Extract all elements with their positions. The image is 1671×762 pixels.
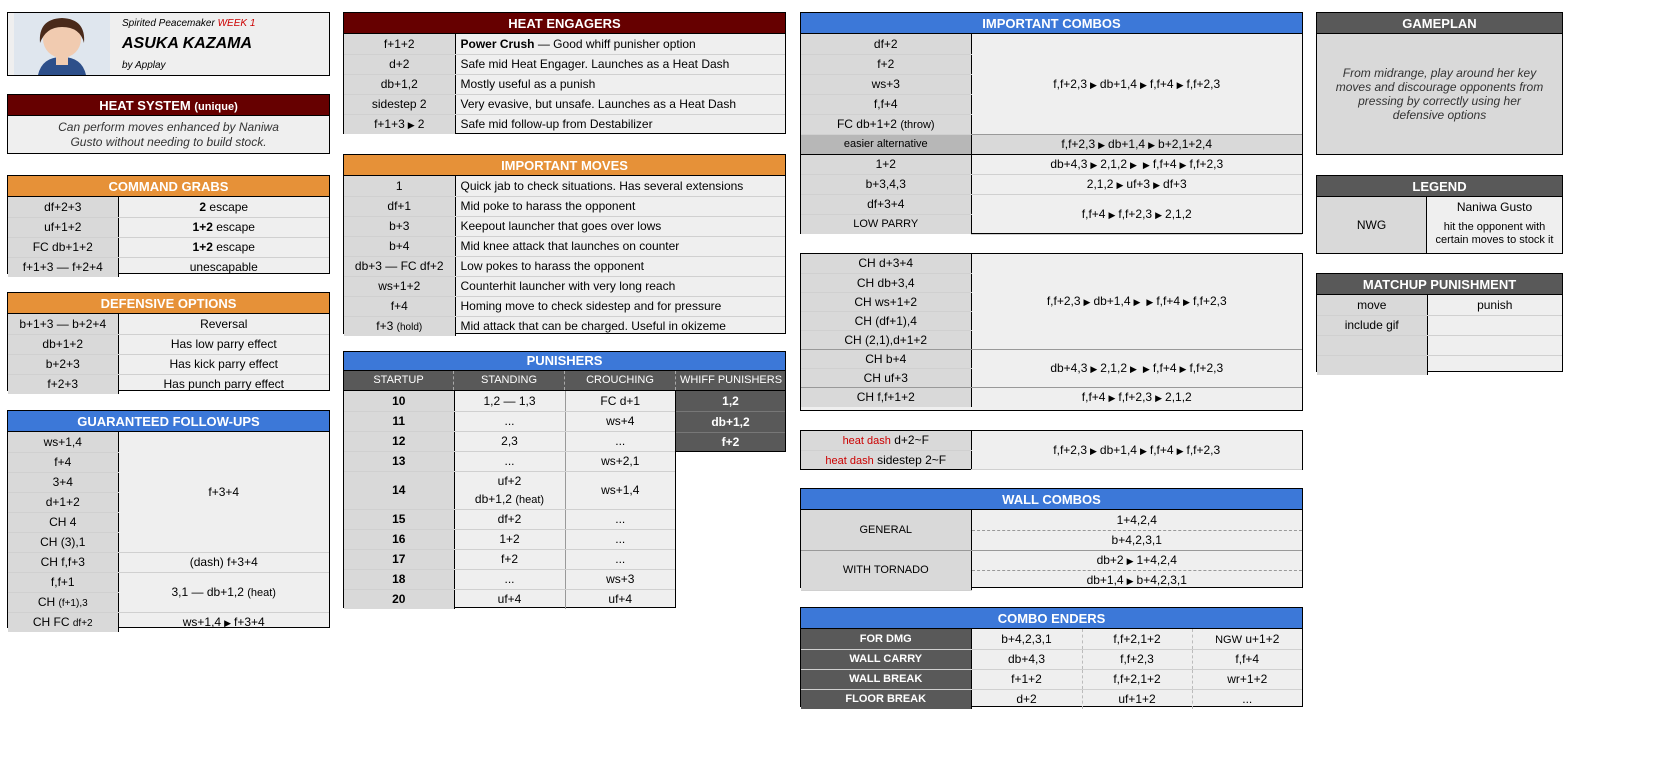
arrow-right-icon: ▶	[1153, 180, 1161, 190]
frame-startup: 13	[344, 451, 454, 471]
table-row	[344, 431, 675, 451]
ender-category: WALL BREAK	[801, 669, 971, 689]
week-badge: WEEK 1	[217, 18, 256, 29]
matchup-punish	[1427, 335, 1562, 355]
grab-escape: 1+2 escape	[118, 237, 329, 257]
ender-option: f,f+2,1+2	[1082, 669, 1192, 689]
arrow-right-icon: ▶	[224, 618, 232, 629]
heat-system-header	[8, 95, 329, 116]
table-row	[8, 432, 329, 452]
heat-system-text: Can perform moves enhanced by Naniwa Gusto without needing to build stock.	[58, 120, 279, 149]
combo-launcher: heat dash sidestep 2~F	[801, 450, 971, 469]
followup-move: f+4	[8, 452, 118, 472]
table-row	[8, 314, 329, 334]
frame-startup: 12	[344, 431, 454, 451]
whiff-punisher: 1,2	[676, 391, 785, 412]
table-row	[344, 94, 785, 114]
followup-move: CH (f+1),3	[8, 592, 118, 612]
heat-engagers-header: HEAT ENGAGERS	[344, 13, 785, 34]
move-desc: Homing move to check sidestep and for pressure	[455, 296, 785, 316]
table-row	[801, 387, 1302, 407]
arrow-right-icon: ▶	[1183, 297, 1190, 308]
arrow-right-icon: ▶	[1090, 445, 1097, 456]
crouching-punish: ...	[565, 431, 675, 451]
table-row	[801, 194, 1302, 214]
col-crouching: CROUCHING	[565, 371, 676, 390]
table-row	[801, 550, 1302, 570]
move-desc: Mid attack that can be charged. Useful in okizeme	[460, 319, 726, 334]
move-input: 1	[344, 176, 455, 196]
matchup-col-move: move	[1317, 295, 1427, 315]
table-row	[344, 74, 785, 94]
wall-combos-header: WALL COMBOS	[801, 489, 1302, 510]
character-portrait	[14, 13, 110, 75]
followup-result: ws+1,4 ▶ f+3+4	[182, 615, 265, 630]
character-header	[7, 12, 330, 76]
crouching-punish: ws+1,4	[565, 471, 675, 509]
arrow-right-icon: ▶	[1155, 210, 1163, 220]
important-combos-table	[801, 34, 1302, 235]
engager-desc: Safe mid Heat Engager. Launches as a Heat Dash	[455, 54, 785, 74]
standing-punish: 1,2 — 1,3	[454, 391, 565, 411]
table-row	[8, 197, 329, 217]
wall-combos-panel	[800, 488, 1303, 588]
table-row	[8, 572, 329, 592]
table-row	[8, 552, 329, 572]
defense-effect: Reversal	[118, 314, 329, 334]
whiff-punishers-body	[675, 391, 786, 452]
heat-dash-table	[801, 431, 1302, 470]
move-input: ws+1+2	[344, 276, 455, 296]
followup-move: ws+1,4	[8, 432, 118, 452]
heat-dash-combos-panel	[800, 430, 1303, 470]
legend-panel	[1316, 175, 1563, 254]
standing-punish: uf+4	[454, 589, 565, 609]
combo-enders-table	[801, 629, 1302, 709]
table-row	[801, 154, 1302, 174]
table-row	[801, 510, 1302, 530]
followup-move: d+1+2	[8, 492, 118, 512]
table-row	[344, 236, 785, 256]
arrow-right-icon: ▶	[1130, 160, 1137, 170]
engager-desc: Very evasive, but unsafe. Launches as a Heat Dash	[455, 94, 785, 114]
standing-punish: 2,3	[454, 431, 565, 451]
arrow-right-icon: ▶	[1148, 140, 1156, 150]
whiff-punisher: db+1,2	[676, 412, 785, 433]
ender-option: f,f+2,1+2	[1082, 629, 1192, 649]
punishers-col-headers	[343, 371, 786, 391]
table-row	[1317, 315, 1562, 335]
standing-punish: ...	[454, 569, 565, 589]
author-credit: by Applay	[122, 60, 166, 71]
followup-move: 3+4	[8, 472, 118, 492]
table-row	[344, 216, 785, 236]
table-row	[1317, 355, 1562, 375]
matchup-punishment-panel	[1316, 273, 1563, 372]
standing-punish: uf+2 db+1,2 (heat)	[454, 471, 565, 509]
arrow-right-icon: ▶	[1139, 79, 1147, 90]
arrow-right-icon: ▶	[1142, 364, 1150, 374]
arrow-right-icon: ▶	[1133, 297, 1141, 308]
ender-option: f,f+2,3	[1082, 649, 1192, 669]
table-row	[801, 689, 1302, 709]
table-row	[344, 196, 785, 216]
table-row	[344, 176, 785, 196]
guaranteed-followups-panel	[7, 410, 330, 628]
arrow-right-icon: ▶	[1090, 160, 1098, 170]
arrow-right-icon: ▶	[1176, 79, 1184, 90]
punishers-panel	[343, 351, 786, 608]
followup-move: CH (3),1	[8, 532, 118, 552]
series-name: Spirited Peacemaker	[122, 18, 215, 29]
matchup-move: include gif	[1317, 315, 1427, 335]
table-row	[8, 374, 329, 394]
table-row	[8, 217, 329, 237]
grab-escape: 1+2 escape	[118, 217, 329, 237]
ender-option: uf+1+2	[1082, 689, 1192, 709]
standing-punish: ...	[454, 451, 565, 471]
ender-option: d+2	[971, 689, 1082, 709]
combo-route: db+4,3 ▶ 2,1,2 ▶ ▶ f,f+4 ▶ f,f+2,3	[971, 154, 1302, 174]
move-input: f+4	[344, 296, 455, 316]
character-name: ASUKA KAZAMA	[122, 35, 253, 52]
frame-startup: 10	[344, 391, 454, 411]
ch-combos-panel	[800, 253, 1303, 411]
matchup-col-punish: punish	[1427, 295, 1562, 315]
combo-launcher: 1+2	[801, 154, 971, 174]
defense-move: db+1+2	[8, 334, 118, 354]
table-row	[8, 612, 329, 632]
important-moves-header: IMPORTANT MOVES	[344, 155, 785, 176]
table-row	[1317, 335, 1562, 355]
followup-move: f,f+1	[8, 572, 118, 592]
combo-launcher: f+2	[801, 54, 971, 74]
punishers-table	[344, 391, 675, 609]
arrow-right-icon: ▶	[1090, 364, 1098, 374]
command-grabs-table	[8, 197, 329, 277]
arrow-right-icon: ▶	[1139, 445, 1147, 456]
table-row	[801, 649, 1302, 669]
matchup-punish	[1427, 355, 1562, 375]
frame-startup: 17	[344, 549, 454, 569]
table-row	[344, 471, 675, 509]
standing-punish: 1+2	[454, 529, 565, 549]
combo-enders-header: COMBO ENDERS	[801, 608, 1302, 629]
move-desc: Mid knee attack that launches on counter	[455, 236, 785, 256]
table-row	[344, 509, 675, 529]
matchup-table	[1317, 295, 1562, 375]
table-row	[801, 431, 1302, 450]
table-row	[8, 237, 329, 257]
move-desc: Mid poke to harass the opponent	[455, 196, 785, 216]
arrow-right-icon: ▶	[1108, 210, 1116, 220]
combo-launcher: b+3,4,3	[801, 174, 971, 194]
grab-escape: 2 escape	[118, 197, 329, 217]
command-grabs-header: COMMAND GRABS	[8, 176, 329, 197]
punishers-body	[343, 391, 676, 608]
defensive-options-table	[8, 314, 329, 394]
followup-result: f+3+4	[118, 432, 329, 552]
combo-launcher: f,f+4	[801, 94, 971, 114]
defense-effect: Has kick parry effect	[118, 354, 329, 374]
combo-launcher: CH (2,1),d+1+2	[801, 330, 971, 349]
defensive-options-header: DEFENSIVE OPTIONS	[8, 293, 329, 314]
crouching-punish: ws+4	[565, 411, 675, 431]
standing-punish: ...	[454, 411, 565, 431]
matchup-move	[1317, 335, 1427, 355]
table-row	[344, 391, 675, 411]
defense-move: b+2+3	[8, 354, 118, 374]
table-row	[8, 334, 329, 354]
combo-route: f,f+2,3 ▶ db+1,4 ▶ ▶ f,f+4 ▶ f,f+2,3	[971, 254, 1302, 349]
move-input: df+1	[344, 196, 455, 216]
combo-launcher: CH d+3+4	[801, 254, 971, 273]
arrow-right-icon: ▶	[1090, 79, 1097, 90]
move-desc: Counterhit launcher with very long reach	[455, 276, 785, 296]
combo-launcher: FC db+1+2 (throw)	[801, 114, 971, 134]
arrow-right-icon: ▶	[1155, 393, 1163, 404]
wall-category: GENERAL	[801, 510, 971, 550]
move-input: b+3	[344, 216, 455, 236]
combo-route: f,f+4 ▶ f,f+2,3 ▶ 2,1,2	[1081, 390, 1192, 405]
combo-launcher: ws+3	[801, 74, 971, 94]
table-row	[801, 34, 1302, 54]
legend-term: Naniwa Gusto	[1456, 200, 1533, 214]
arrow-right-icon: ▶	[1142, 160, 1150, 170]
ender-option: db+4,3	[971, 649, 1082, 669]
important-moves-table	[344, 176, 785, 336]
frame-startup: 16	[344, 529, 454, 549]
table-row	[344, 529, 675, 549]
heat-engagers-panel	[343, 12, 786, 134]
combo-alt-route: f,f+2,3 ▶ db+1,4 ▶ b+2,1+2,4	[971, 134, 1302, 154]
arrow-right-icon: ▶	[1126, 556, 1134, 566]
gameplan-panel	[1316, 12, 1563, 155]
table-row	[344, 54, 785, 74]
crouching-punish: ...	[565, 549, 675, 569]
table-row	[344, 589, 675, 609]
ender-category: FLOOR BREAK	[801, 689, 971, 709]
gameplan-text: From midrange, play around her key moves and discourage opponents from pressing by correctly using her defensive options	[1335, 66, 1544, 122]
arrow-right-icon: ▶	[1176, 445, 1184, 456]
engager-move: d+2	[344, 54, 455, 74]
ender-option: NGW u+1+2	[1192, 629, 1302, 649]
crouching-punish: uf+4	[608, 592, 633, 607]
engager-move: sidestep 2	[344, 94, 455, 114]
defensive-options-panel	[7, 292, 330, 391]
combo-launcher: CH ws+1+2	[801, 292, 971, 311]
defense-move: f+2+3	[8, 374, 118, 394]
heat-system-panel	[7, 94, 330, 154]
move-desc: Low pokes to harass the opponent	[455, 256, 785, 276]
table-row	[344, 569, 675, 589]
standing-punish: df+2	[454, 509, 565, 529]
engager-desc: Safe mid follow-up from Destabilizer	[460, 117, 653, 132]
arrow-right-icon: ▶	[1179, 364, 1187, 374]
ender-category: FOR DMG	[801, 629, 971, 649]
wall-category: WITH TORNADO	[801, 550, 971, 590]
defense-move: b+1+3 — b+2+4	[8, 314, 118, 334]
matchup-move	[1317, 355, 1427, 375]
col-startup: STARTUP	[344, 371, 454, 390]
combo-route: f,f+4 ▶ f,f+2,3 ▶ 2,1,2	[971, 194, 1302, 234]
engager-desc: Power Crush — Good whiff punisher option	[455, 34, 785, 54]
combo-route: f,f+2,3 ▶ db+1,4 ▶ f,f+4 ▶ f,f+2,3	[971, 34, 1302, 134]
command-grabs-panel	[7, 175, 330, 274]
combo-launcher: CH (df+1),4	[801, 311, 971, 330]
crouching-punish: ...	[565, 509, 675, 529]
engager-move: f+1+3 ▶ 2	[344, 114, 455, 134]
col-whiff: WHIFF PUNISHERS	[679, 374, 783, 386]
legend-key: NWG	[1317, 197, 1427, 253]
wall-combo: db+2 ▶ 1+4,2,4	[971, 550, 1302, 570]
frame-startup: 11	[344, 411, 454, 431]
followup-move: CH 4	[8, 512, 118, 532]
arrow-right-icon: ▶	[1083, 297, 1091, 308]
combo-launcher: df+3+4	[801, 194, 971, 214]
ender-option: b+4,2,3,1	[971, 629, 1082, 649]
crouching-punish: ws+2,1	[565, 451, 675, 471]
combo-route: 2,1,2 ▶ uf+3 ▶ df+3	[971, 174, 1302, 194]
grab-move: uf+1+2	[8, 217, 118, 237]
table-row	[801, 254, 1302, 273]
gameplan-header: GAMEPLAN	[1317, 13, 1562, 34]
followup-result: 3,1 — db+1,2 (heat)	[118, 572, 329, 612]
ender-option: f+1+2	[971, 669, 1082, 689]
combo-launcher: df+2	[801, 34, 971, 54]
combo-launcher: CH db+3,4	[801, 273, 971, 292]
table-row	[801, 174, 1302, 194]
table-row	[801, 629, 1302, 649]
ch-combos-table	[801, 254, 1302, 407]
punishers-header: PUNISHERS	[343, 351, 786, 371]
crouching-punish: ws+3	[565, 569, 675, 589]
legend-desc: hit the opponent with certain moves to stock it	[1435, 221, 1554, 246]
important-combos-panel	[800, 12, 1303, 234]
table-row	[344, 549, 675, 569]
table-row	[801, 669, 1302, 689]
move-input: db+3 — FC df+2	[344, 256, 455, 276]
arrow-right-icon: ▶	[1108, 393, 1116, 404]
combo-launcher: CH b+4	[801, 349, 971, 368]
combo-route: db+4,3 ▶ 2,1,2 ▶ ▶ f,f+4 ▶ f,f+2,3	[971, 349, 1302, 387]
move-desc: Quick jab to check situations. Has several extensions	[455, 176, 785, 196]
table-row	[344, 451, 675, 471]
heat-system-tag: (unique)	[194, 101, 238, 113]
frame-startup: 15	[344, 509, 454, 529]
ender-option: wr+1+2	[1192, 669, 1302, 689]
heat-system-title: HEAT SYSTEM	[99, 98, 191, 113]
move-input: f+3 (hold)	[344, 316, 455, 336]
frame-startup: 14	[344, 471, 454, 509]
table-row	[344, 411, 675, 431]
table-row	[1317, 295, 1562, 315]
arrow-right-icon: ▶	[1126, 576, 1134, 587]
table-row	[344, 34, 785, 54]
wall-combos-table	[801, 510, 1302, 591]
arrow-right-icon: ▶	[1130, 364, 1137, 374]
wall-combo: db+1,4 ▶ b+4,2,3,1	[1086, 573, 1187, 588]
combo-launcher: heat dash d+2~F	[801, 431, 971, 450]
combo-enders-panel	[800, 607, 1303, 707]
defense-effect: Has low parry effect	[118, 334, 329, 354]
standing-punish: f+2	[454, 549, 565, 569]
important-moves-panel	[343, 154, 786, 334]
wall-combo: b+4,2,3,1	[971, 530, 1302, 550]
legend-header: LEGEND	[1317, 176, 1562, 197]
followup-result: (dash) f+3+4	[118, 552, 329, 572]
grab-move: f+1+3 — f+2+4	[8, 257, 118, 277]
arrow-right-icon: ▶	[1098, 140, 1106, 150]
engager-move: db+1,2	[344, 74, 455, 94]
arrow-right-icon: ▶	[1179, 160, 1187, 170]
arrow-right-icon: ▶	[1146, 297, 1154, 308]
combo-route: f,f+2,3 ▶ db+1,4 ▶ f,f+4 ▶ f,f+2,3	[971, 431, 1302, 469]
followup-move: CH f,f+3	[8, 552, 118, 572]
combo-alt-label: easier alternative	[801, 134, 971, 154]
table-row	[344, 256, 785, 276]
move-desc: Keepout launcher that goes over lows	[455, 216, 785, 236]
wall-combo: 1+4,2,4	[971, 510, 1302, 530]
table-row	[8, 257, 329, 277]
frame-startup: 20	[344, 589, 454, 609]
combo-launcher-note: LOW PARRY	[801, 214, 971, 234]
table-row	[801, 134, 1302, 154]
matchup-header: MATCHUP PUNISHMENT	[1317, 274, 1562, 295]
engager-desc: Mostly useful as a punish	[455, 74, 785, 94]
whiff-punisher: f+2	[721, 435, 740, 449]
matchup-punish	[1427, 315, 1562, 335]
defense-effect: Has punch parry effect	[163, 377, 284, 392]
frame-startup: 18	[344, 569, 454, 589]
ender-option: f,f+4	[1192, 649, 1302, 669]
grab-move: df+2+3	[8, 197, 118, 217]
move-input: b+4	[344, 236, 455, 256]
combo-launcher: CH uf+3	[801, 368, 971, 387]
ender-category: WALL CARRY	[801, 649, 971, 669]
heat-engagers-table	[344, 34, 785, 134]
arrow-right-icon: ▶	[1116, 180, 1124, 190]
table-row	[8, 354, 329, 374]
engager-move: f+1+2	[344, 34, 455, 54]
col-standing: STANDING	[454, 371, 565, 390]
grab-move: FC db+1+2	[8, 237, 118, 257]
crouching-punish: FC d+1	[565, 391, 675, 411]
ender-option: ...	[1242, 692, 1253, 707]
table-row	[344, 114, 785, 134]
table-row	[344, 316, 785, 336]
table-row	[344, 296, 785, 316]
followups-header: GUARANTEED FOLLOW-UPS	[8, 411, 329, 432]
crouching-punish: ...	[565, 529, 675, 549]
followups-table	[8, 432, 329, 632]
grab-escape: unescapable	[189, 260, 258, 275]
table-row	[801, 349, 1302, 368]
important-combos-header: IMPORTANT COMBOS	[801, 13, 1302, 34]
combo-launcher: CH f,f+1+2	[801, 387, 971, 407]
arrow-right-icon: ▶	[407, 120, 415, 131]
table-row	[344, 276, 785, 296]
followup-move: CH FC df+2	[8, 612, 118, 632]
